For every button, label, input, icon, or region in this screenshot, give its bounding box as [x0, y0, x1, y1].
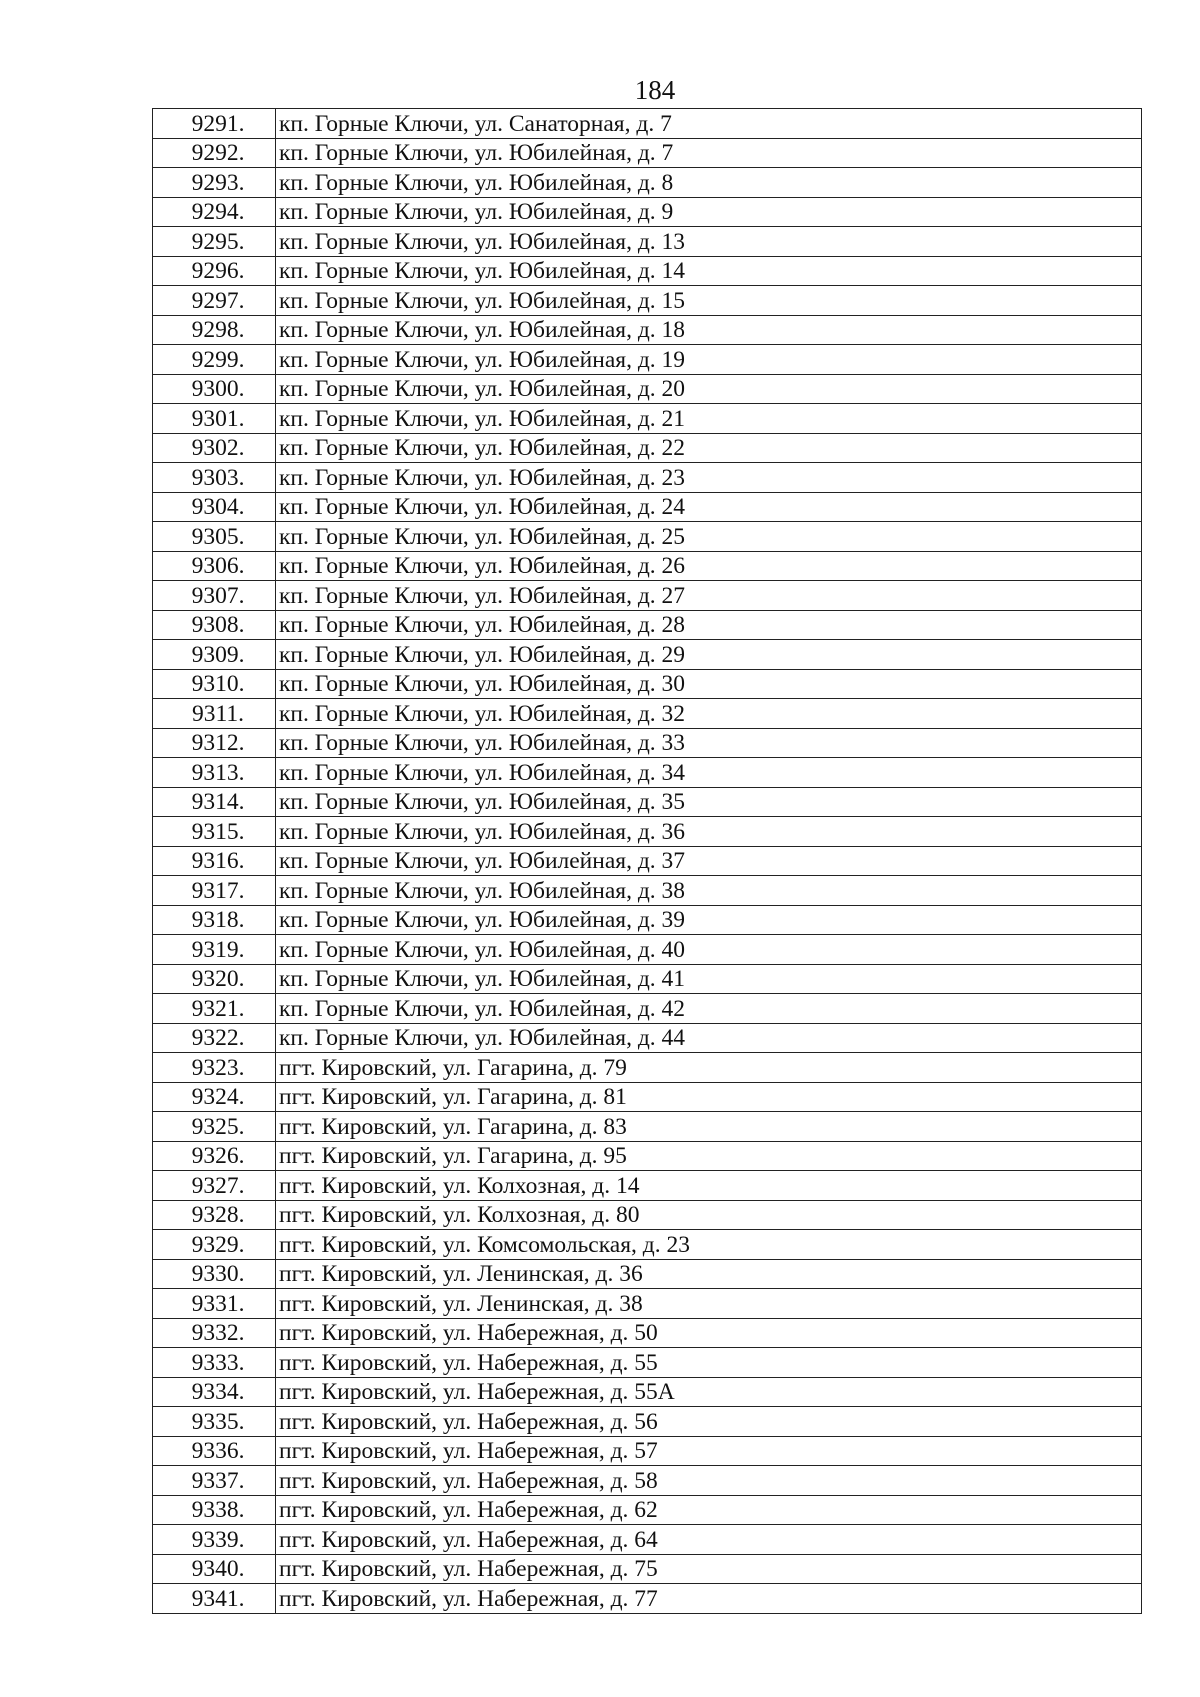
- row-address: кп. Горные Ключи, ул. Юбилейная, д. 8: [276, 168, 1142, 198]
- row-address: кп. Горные Ключи, ул. Юбилейная, д. 15: [276, 286, 1142, 316]
- row-number: 9312.: [153, 728, 276, 758]
- row-address: пгт. Кировский, ул. Набережная, д. 77: [276, 1584, 1142, 1614]
- address-table-body: [153, 109, 1142, 1614]
- table-row: [153, 138, 1142, 168]
- table-row: [153, 1171, 1142, 1201]
- row-address: кп. Горные Ключи, ул. Юбилейная, д. 21: [276, 404, 1142, 434]
- row-number: 9315.: [153, 817, 276, 847]
- table-row: [153, 1082, 1142, 1112]
- table-row: [153, 1141, 1142, 1171]
- row-number: 9307.: [153, 581, 276, 611]
- table-row: [153, 1377, 1142, 1407]
- row-number: 9319.: [153, 935, 276, 965]
- table-row: [153, 640, 1142, 670]
- row-number: 9329.: [153, 1230, 276, 1260]
- row-address: кп. Горные Ключи, ул. Юбилейная, д. 7: [276, 138, 1142, 168]
- row-address: кп. Горные Ключи, ул. Юбилейная, д. 25: [276, 522, 1142, 552]
- row-number: 9318.: [153, 905, 276, 935]
- row-address: пгт. Кировский, ул. Набережная, д. 62: [276, 1495, 1142, 1525]
- row-number: 9323.: [153, 1053, 276, 1083]
- row-address: кп. Горные Ключи, ул. Юбилейная, д. 23: [276, 463, 1142, 493]
- row-address: кп. Горные Ключи, ул. Юбилейная, д. 26: [276, 551, 1142, 581]
- table-row: [153, 315, 1142, 345]
- row-number: 9300.: [153, 374, 276, 404]
- row-address: кп. Горные Ключи, ул. Юбилейная, д. 38: [276, 876, 1142, 906]
- row-address: кп. Горные Ключи, ул. Юбилейная, д. 24: [276, 492, 1142, 522]
- table-row: [153, 581, 1142, 611]
- table-row: [153, 846, 1142, 876]
- row-number: 9294.: [153, 197, 276, 227]
- row-address: кп. Горные Ключи, ул. Юбилейная, д. 40: [276, 935, 1142, 965]
- row-address: пгт. Кировский, ул. Набережная, д. 50: [276, 1318, 1142, 1348]
- row-number: 9326.: [153, 1141, 276, 1171]
- row-number: 9304.: [153, 492, 276, 522]
- table-row: [153, 463, 1142, 493]
- row-number: 9321.: [153, 994, 276, 1024]
- table-row: [153, 905, 1142, 935]
- row-address: пгт. Кировский, ул. Гагарина, д. 83: [276, 1112, 1142, 1142]
- row-number: 9317.: [153, 876, 276, 906]
- table-row: [153, 699, 1142, 729]
- row-address: пгт. Кировский, ул. Набережная, д. 56: [276, 1407, 1142, 1437]
- row-number: 9324.: [153, 1082, 276, 1112]
- row-address: кп. Горные Ключи, ул. Юбилейная, д. 36: [276, 817, 1142, 847]
- row-address: кп. Горные Ключи, ул. Юбилейная, д. 29: [276, 640, 1142, 670]
- table-row: [153, 522, 1142, 552]
- row-number: 9311.: [153, 699, 276, 729]
- row-number: 9301.: [153, 404, 276, 434]
- row-number: 9293.: [153, 168, 276, 198]
- row-address: пгт. Кировский, ул. Набережная, д. 58: [276, 1466, 1142, 1496]
- table-row: [153, 256, 1142, 286]
- row-address: кп. Горные Ключи, ул. Юбилейная, д. 19: [276, 345, 1142, 375]
- row-address: кп. Горные Ключи, ул. Юбилейная, д. 33: [276, 728, 1142, 758]
- table-row: [153, 168, 1142, 198]
- table-row: [153, 758, 1142, 788]
- row-number: 9298.: [153, 315, 276, 345]
- row-number: 9327.: [153, 1171, 276, 1201]
- row-number: 9341.: [153, 1584, 276, 1614]
- row-address: кп. Горные Ключи, ул. Юбилейная, д. 13: [276, 227, 1142, 257]
- row-number: 9305.: [153, 522, 276, 552]
- row-number: 9339.: [153, 1525, 276, 1555]
- row-address: кп. Горные Ключи, ул. Юбилейная, д. 37: [276, 846, 1142, 876]
- row-number: 9299.: [153, 345, 276, 375]
- row-number: 9296.: [153, 256, 276, 286]
- table-row: [153, 1318, 1142, 1348]
- table-row: [153, 1289, 1142, 1319]
- row-number: 9328.: [153, 1200, 276, 1230]
- table-row: [153, 551, 1142, 581]
- row-number: 9292.: [153, 138, 276, 168]
- row-address: кп. Горные Ключи, ул. Юбилейная, д. 35: [276, 787, 1142, 817]
- row-number: 9302.: [153, 433, 276, 463]
- table-row: [153, 109, 1142, 139]
- row-number: 9303.: [153, 463, 276, 493]
- row-address: кп. Горные Ключи, ул. Санаторная, д. 7: [276, 109, 1142, 139]
- row-number: 9313.: [153, 758, 276, 788]
- row-number: 9340.: [153, 1554, 276, 1584]
- row-address: кп. Горные Ключи, ул. Юбилейная, д. 20: [276, 374, 1142, 404]
- row-address: пгт. Кировский, ул. Набережная, д. 64: [276, 1525, 1142, 1555]
- row-number: 9314.: [153, 787, 276, 817]
- table-row: [153, 1525, 1142, 1555]
- row-address: кп. Горные Ключи, ул. Юбилейная, д. 41: [276, 964, 1142, 994]
- table-row: [153, 935, 1142, 965]
- row-number: 9325.: [153, 1112, 276, 1142]
- row-address: кп. Горные Ключи, ул. Юбилейная, д. 42: [276, 994, 1142, 1024]
- row-number: 9320.: [153, 964, 276, 994]
- table-row: [153, 286, 1142, 316]
- row-address: кп. Горные Ключи, ул. Юбилейная, д. 30: [276, 669, 1142, 699]
- row-number: 9337.: [153, 1466, 276, 1496]
- row-address: кп. Горные Ключи, ул. Юбилейная, д. 27: [276, 581, 1142, 611]
- row-number: 9335.: [153, 1407, 276, 1437]
- row-address: пгт. Кировский, ул. Набережная, д. 75: [276, 1554, 1142, 1584]
- row-address: пгт. Кировский, ул. Ленинская, д. 36: [276, 1259, 1142, 1289]
- table-row: [153, 374, 1142, 404]
- row-number: 9333.: [153, 1348, 276, 1378]
- table-row: [153, 964, 1142, 994]
- row-address: кп. Горные Ключи, ул. Юбилейная, д. 39: [276, 905, 1142, 935]
- table-row: [153, 1230, 1142, 1260]
- table-row: [153, 433, 1142, 463]
- table-row: [153, 227, 1142, 257]
- row-address: пгт. Кировский, ул. Гагарина, д. 79: [276, 1053, 1142, 1083]
- table-row: [153, 1407, 1142, 1437]
- row-address: кп. Горные Ключи, ул. Юбилейная, д. 34: [276, 758, 1142, 788]
- row-number: 9336.: [153, 1436, 276, 1466]
- table-row: [153, 876, 1142, 906]
- row-number: 9316.: [153, 846, 276, 876]
- row-number: 9310.: [153, 669, 276, 699]
- table-row: [153, 1584, 1142, 1614]
- table-row: [153, 1053, 1142, 1083]
- row-address: пгт. Кировский, ул. Гагарина, д. 81: [276, 1082, 1142, 1112]
- table-row: [153, 492, 1142, 522]
- table-row: [153, 787, 1142, 817]
- row-address: пгт. Кировский, ул. Ленинская, д. 38: [276, 1289, 1142, 1319]
- table-row: [153, 1112, 1142, 1142]
- table-row: [153, 197, 1142, 227]
- row-address: пгт. Кировский, ул. Колхозная, д. 80: [276, 1200, 1142, 1230]
- table-row: [153, 994, 1142, 1024]
- row-address: пгт. Кировский, ул. Гагарина, д. 95: [276, 1141, 1142, 1171]
- table-row: [153, 610, 1142, 640]
- table-row: [153, 404, 1142, 434]
- table-row: [153, 1466, 1142, 1496]
- row-number: 9334.: [153, 1377, 276, 1407]
- table-row: [153, 669, 1142, 699]
- table-row: [153, 1023, 1142, 1053]
- table-row: [153, 728, 1142, 758]
- page-number: 184: [634, 75, 676, 105]
- row-address: пгт. Кировский, ул. Набережная, д. 57: [276, 1436, 1142, 1466]
- row-number: 9332.: [153, 1318, 276, 1348]
- row-number: 9330.: [153, 1259, 276, 1289]
- row-number: 9308.: [153, 610, 276, 640]
- row-number: 9306.: [153, 551, 276, 581]
- row-address: кп. Горные Ключи, ул. Юбилейная, д. 18: [276, 315, 1142, 345]
- table-row: [153, 1436, 1142, 1466]
- table-row: [153, 345, 1142, 375]
- row-address: кп. Горные Ключи, ул. Юбилейная, д. 28: [276, 610, 1142, 640]
- row-address: пгт. Кировский, ул. Колхозная, д. 14: [276, 1171, 1142, 1201]
- row-number: 9295.: [153, 227, 276, 257]
- row-number: 9297.: [153, 286, 276, 316]
- table-row: [153, 1495, 1142, 1525]
- row-address: кп. Горные Ключи, ул. Юбилейная, д. 32: [276, 699, 1142, 729]
- table-row: [153, 1259, 1142, 1289]
- row-address: кп. Горные Ключи, ул. Юбилейная, д. 22: [276, 433, 1142, 463]
- row-number: 9331.: [153, 1289, 276, 1319]
- address-table: [152, 108, 1142, 1614]
- table-row: [153, 1554, 1142, 1584]
- row-number: 9322.: [153, 1023, 276, 1053]
- table-row: [153, 817, 1142, 847]
- row-address: пгт. Кировский, ул. Набережная, д. 55: [276, 1348, 1142, 1378]
- row-number: 9291.: [153, 109, 276, 139]
- row-address: кп. Горные Ключи, ул. Юбилейная, д. 44: [276, 1023, 1142, 1053]
- row-address: кп. Горные Ключи, ул. Юбилейная, д. 9: [276, 197, 1142, 227]
- row-address: кп. Горные Ключи, ул. Юбилейная, д. 14: [276, 256, 1142, 286]
- table-row: [153, 1200, 1142, 1230]
- table-row: [153, 1348, 1142, 1378]
- row-address: пгт. Кировский, ул. Комсомольская, д. 23: [276, 1230, 1142, 1260]
- row-number: 9309.: [153, 640, 276, 670]
- row-address: пгт. Кировский, ул. Набережная, д. 55А: [276, 1377, 1142, 1407]
- row-number: 9338.: [153, 1495, 276, 1525]
